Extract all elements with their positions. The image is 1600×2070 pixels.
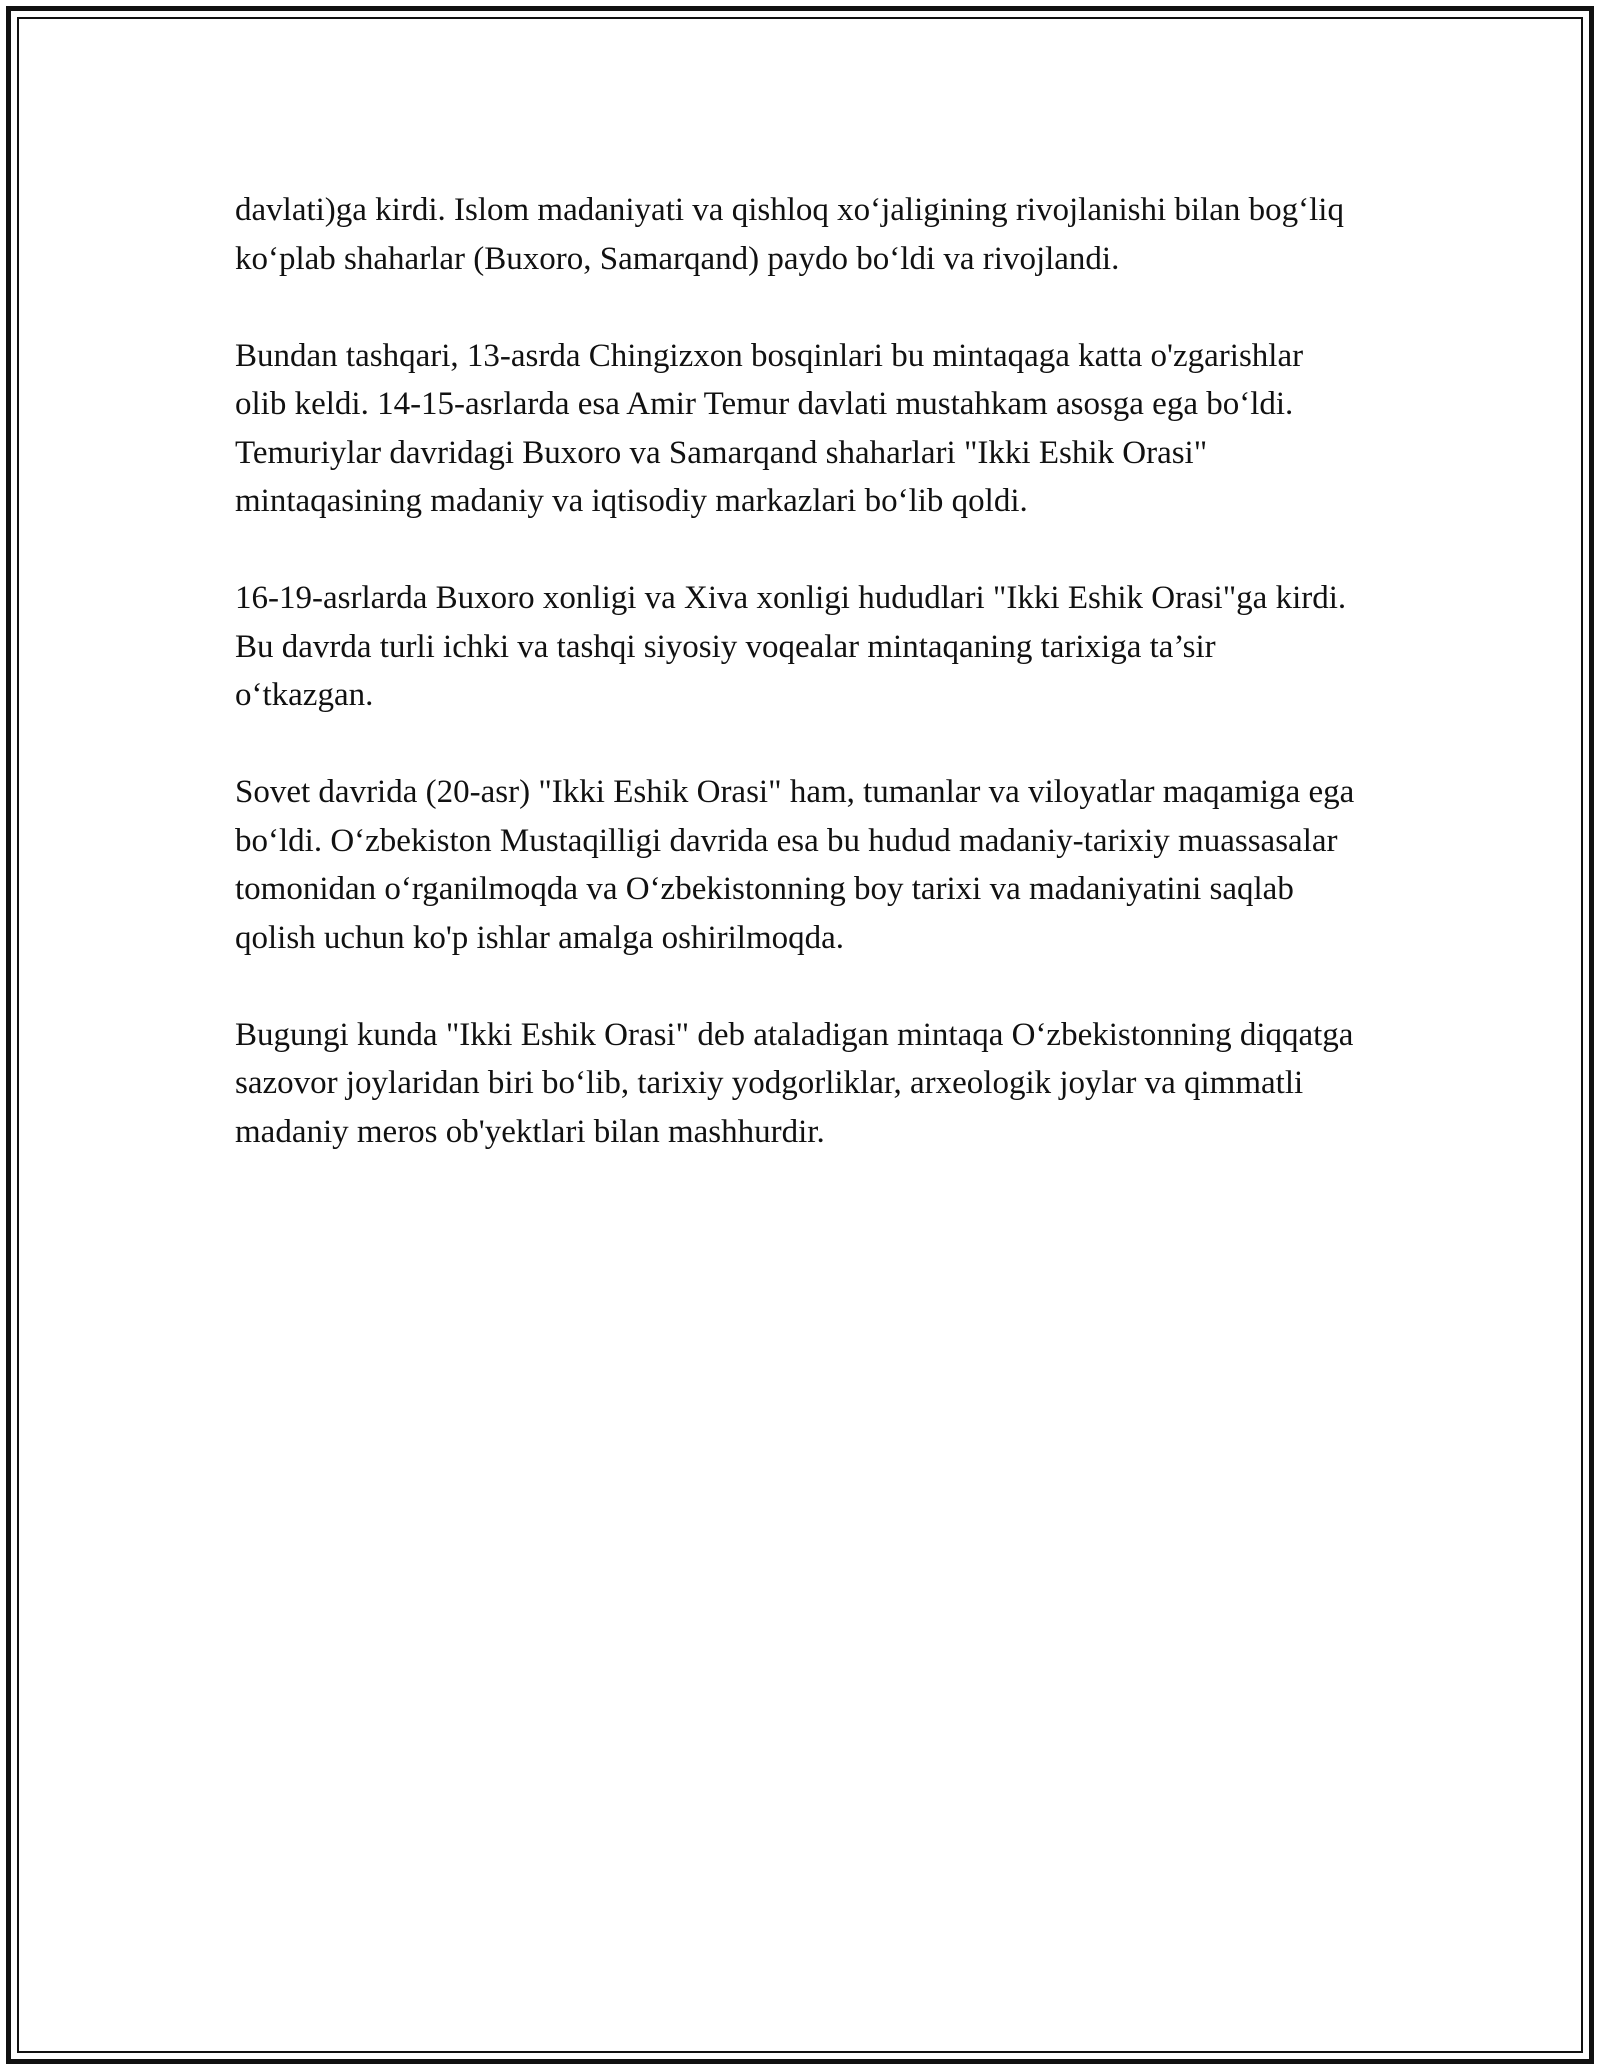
paragraph-3: 16-19-asrlarda Buxoro xonligi va Xiva xonligi hududlari "Ikki Eshik Orasi"ga kirdi. Bu davrda turli ichki va tashqi siyosiy voqealar mintaqaning tarixiga ta’sir o‘tkazgan. (235, 580, 1347, 713)
paragraph-1: davlati)ga kirdi. Islom madaniyati va qishloq xo‘jaligining rivojlanishi bilan bog‘liq ko‘plab shaharlar (Buxoro, Samarqand) paydo bo‘ldi va rivojlandi. (235, 192, 1344, 277)
paragraph-2: Bundan tashqari, 13-asrda Chingizxon bosqinlari bu mintaqaga katta o'zgarishlar olib keldi. 14-15-asrlarda esa Amir Temur davlati mustahkam asosga ega bo‘ldi. Temuriylar davridagi Buxoro va Samarqand shaharlari "Ikki Eshik Orasi" mintaqasining madaniy va iqtisodiy markazlari bo‘lib qoldi. (235, 337, 1304, 519)
paragraph-5: Bugungi kunda "Ikki Eshik Orasi" deb ataladigan mintaqa O‘zbekistonning diqqatga sazovor joylaridan biri bo‘lib, tarixiy yodgorliklar, arxeologik joylar va qimmatli madaniy meros ob'yektlari bilan mashhurdir. (235, 1016, 1354, 1150)
paragraph-4: Sovet davrida (20-asr) "Ikki Eshik Orasi" ham, tumanlar va viloyatlar maqamiga ega bo‘ldi. O‘zbekiston Mustaqilligi davrida esa bu hudud madaniy-tarixiy muassasalar tomonidan o‘rganilmoqda va O‘zbekistonning boy tarixi va madaniyatini saqlab qolish uchun ko'p ishlar amalga oshirilmoqda. (235, 774, 1355, 956)
document-body (235, 186, 1355, 1156)
